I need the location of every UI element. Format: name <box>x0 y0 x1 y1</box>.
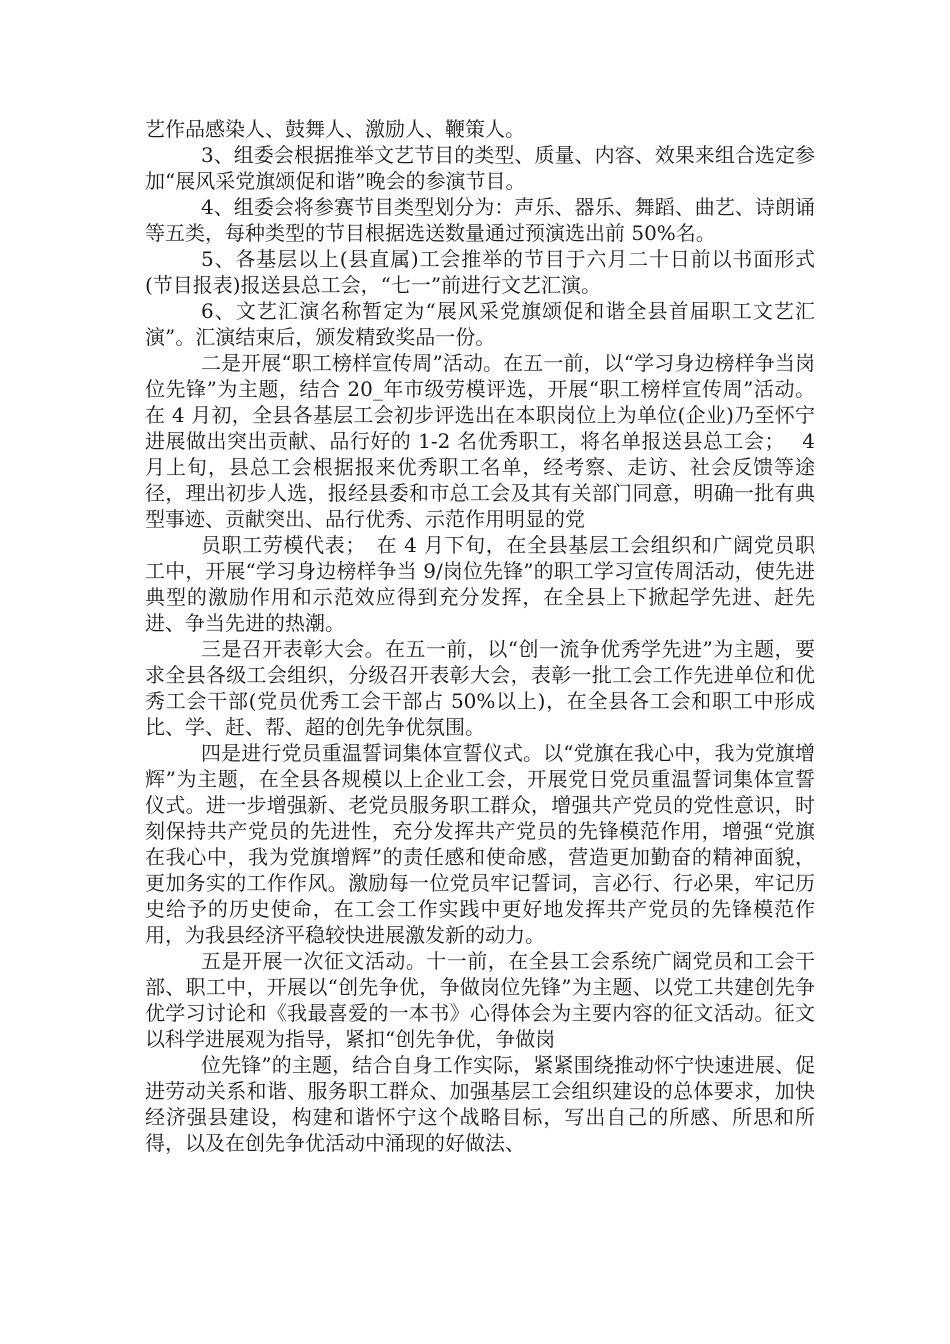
paragraph: 员职工劳模代表； 在 4 月下旬，在全县基层工会组织和广阔党员职工中，开展“学习身边榜样争当 9/岗位先锋”的职工学习宣传周活动，使先进典型的激励作用和示范效应得到充分发挥，在全县上下掀起学先进、赶先进、争当先进的热潮。 <box>145 533 815 635</box>
document-page <box>145 116 815 1156</box>
paragraph: 位先锋”的主题，结合自身工作实际，紧紧围绕推动怀宁快速进展、促进劳动关系和谐、服务职工群众、加强基层工会组织建设的总体要求，加快经济强县建设，构建和谐怀宁这个战略目标，写出自己的所感、所思和所得，以及在创先争优活动中涌现的好做法、 <box>145 1053 815 1155</box>
paragraph: 五是开展一次征文活动。十一前，在全县工会系统广阔党员和工会干部、职工中，开展以“创先争优，争做岗位先锋”为主题、以党工共建创先争优学习讨论和《我最喜爱的一本书》心得体会为主要内容的征文活动。征文以科学进展观为指导，紧扣“创先争优，争做岗 <box>145 949 815 1051</box>
paragraph: 二是开展“职工榜样宣传周”活动。在五一前，以“学习身边榜样争当岗位先锋”为主题，结合 20_年市级劳模评选，开展“职工榜样宣传周”活动。在 4 月初，全县各基层工会初步评选出在本职岗位上为单位(企业)乃至怀宁进展做出突出贡献、品行好的 1-2 名优秀职工，将名单报送县总工会； 4 月上旬，县总工会根据报来优秀职工名单，经考察、走访、社会反馈等途径，理出初步人选，报经县委和市总工会及其有关部门同意，明确一批有典型事迹、贡献突出、品行优秀、示范作用明显的党 <box>145 351 815 531</box>
paragraph: 4、组委会将参赛节目类型划分为：声乐、器乐、舞蹈、曲艺、诗朗诵等五类，每种类型的节目根据选送数量通过预演选出前 50%名。 <box>145 195 815 245</box>
paragraph: 5、各基层以上(县直属)工会推举的节目于六月二十日前以书面形式(节目报表)报送县总工会，“七一”前进行文艺汇演。 <box>145 247 815 297</box>
paragraph: 四是进行党员重温誓词集体宣誓仪式。以“党旗在我心中，我为党旗增辉”为主题，在全县各规模以上企业工会，开展党日党员重温誓词集体宣誓仪式。进一步增强新、老党员服务职工群众，增强共产党员的党性意识，时刻保持共产党员的先进性，充分发挥共产党员的先锋模范作用，增强“党旗在我心中，我为党旗增辉”的责任感和使命感，营造更加勤奋的精神面貌，更加务实的工作作风。激励每一位党员牢记誓词，言必行、行必果，牢记历史给予的历史使命，在工会工作实践中更好地发挥共产党员的先锋模范作用，为我县经济平稳较快进展激发新的动力。 <box>145 741 815 947</box>
paragraph: 艺作品感染人、鼓舞人、激励人、鞭策人。 <box>145 117 525 141</box>
paragraph: 3、组委会根据推举文艺节目的类型、质量、内容、效果来组合选定参加“展风采党旗颂促和谐”晚会的参演节目。 <box>145 143 815 193</box>
paragraph: 三是召开表彰大会。在五一前，以“创一流争优秀学先进”为主题，要求全县各级工会组织，分级召开表彰大会，表彰一批工会工作先进单位和优秀工会干部(党员优秀工会干部占 50%以上)，在全县各工会和职工中形成比、学、赶、帮、超的创先争优氛围。 <box>145 637 815 739</box>
paragraph: 6、文艺汇演名称暂定为“展风采党旗颂促和谐全县首届职工文艺汇演”。汇演结束后，颁发精致奖品一份。 <box>145 299 815 349</box>
